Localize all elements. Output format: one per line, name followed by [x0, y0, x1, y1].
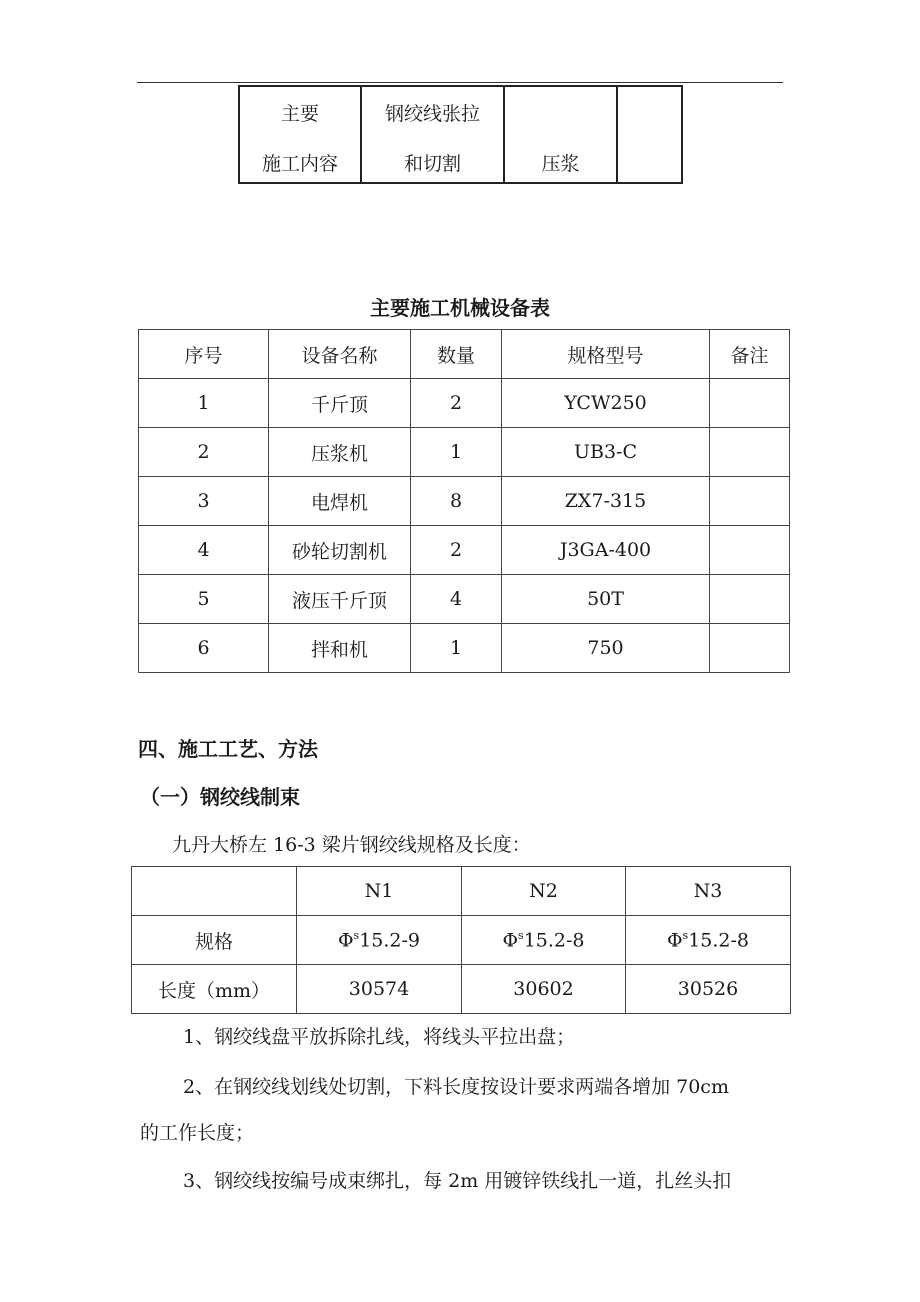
spec-value: 15.2-8	[523, 929, 585, 952]
table-cell: 5	[139, 575, 269, 624]
table-cell: 拌和机	[269, 624, 411, 673]
table-cell: YCW250	[502, 379, 710, 428]
row-label-cell: 规格	[132, 916, 297, 965]
cell-line: 主要	[280, 103, 319, 125]
cell-line: 压浆	[541, 153, 580, 175]
content-cell	[361, 86, 504, 183]
spec-cell	[297, 916, 462, 965]
table-cell: 4	[411, 575, 502, 624]
table-cell: J3GA-400	[502, 526, 710, 575]
table-row	[139, 428, 790, 477]
table-header-row	[132, 867, 791, 916]
table-cell: 750	[502, 624, 710, 673]
construction-content-table	[238, 85, 683, 184]
equipment-table	[138, 329, 790, 673]
cell-line: 施工内容	[261, 153, 338, 175]
header-cell: 数量	[411, 330, 502, 379]
header-cell: N1	[297, 867, 462, 916]
table-cell	[710, 624, 790, 673]
table-cell: 30574	[297, 965, 462, 1014]
table-cell: 2	[139, 428, 269, 477]
table-cell: 8	[411, 477, 502, 526]
subsection-heading: （一）钢绞线制束	[140, 785, 300, 809]
table-header-row	[139, 330, 790, 379]
table-cell: ZX7-315	[502, 477, 710, 526]
header-cell: 规格型号	[502, 330, 710, 379]
table-cell: 6	[139, 624, 269, 673]
table-cell: 1	[411, 624, 502, 673]
paragraph: 3、钢绞线按编号成束绑扎，每 2m 用镀锌铁线扎一道，扎丝头扣	[183, 1170, 732, 1192]
spec-value: 15.2-8	[688, 929, 750, 952]
table-cell: 30602	[462, 965, 626, 1014]
table-cell: 2	[411, 379, 502, 428]
paragraph: 1、钢绞线盘平放拆除扎线，将线头平拉出盘；	[183, 1026, 576, 1048]
spec-cell	[462, 916, 626, 965]
table-cell: 液压千斤顶	[269, 575, 411, 624]
table-row	[132, 916, 791, 965]
cell-line: 和切割	[403, 153, 461, 175]
phi-symbol: Φ	[502, 929, 519, 952]
table-row	[139, 575, 790, 624]
table-cell: 2	[411, 526, 502, 575]
cell-line: 钢绞线张拉	[384, 103, 480, 125]
table-cell: UB3-C	[502, 428, 710, 477]
row-label-cell: 长度（mm）	[132, 965, 297, 1014]
equipment-table-caption: 主要施工机械设备表	[370, 296, 550, 320]
header-cell: 设备名称	[269, 330, 411, 379]
table-cell: 1	[139, 379, 269, 428]
paragraph: 2、在钢绞线划线处切割，下料长度按设计要求两端各增加 70cm	[183, 1076, 729, 1098]
table-cell	[710, 379, 790, 428]
table-cell	[710, 477, 790, 526]
table-cell: 压浆机	[269, 428, 411, 477]
table-row	[132, 965, 791, 1014]
superscript: s	[682, 928, 689, 942]
strand-spec-table	[131, 866, 791, 1014]
header-cell: 备注	[710, 330, 790, 379]
table-cell: 1	[411, 428, 502, 477]
table-row	[139, 624, 790, 673]
table-cell: 3	[139, 477, 269, 526]
table-cell	[710, 526, 790, 575]
phi-symbol: Φ	[666, 929, 683, 952]
table-cell: 电焊机	[269, 477, 411, 526]
superscript: s	[353, 928, 360, 942]
content-cell	[617, 86, 682, 183]
table-cell: 千斤顶	[269, 379, 411, 428]
table-cell: 50T	[502, 575, 710, 624]
content-label-cell	[239, 86, 361, 183]
table-row	[139, 477, 790, 526]
header-cell: N3	[626, 867, 791, 916]
section-heading: 四、施工工艺、方法	[138, 737, 318, 761]
table-cell	[710, 428, 790, 477]
spec-value: 15.2-9	[359, 929, 421, 952]
phi-symbol: Φ	[337, 929, 354, 952]
header-cell: 序号	[139, 330, 269, 379]
header-rule	[137, 82, 783, 83]
table-row	[139, 379, 790, 428]
header-cell: N2	[462, 867, 626, 916]
table-row	[139, 526, 790, 575]
superscript: s	[518, 928, 524, 942]
spec-cell	[626, 916, 791, 965]
table-cell: 4	[139, 526, 269, 575]
header-cell	[132, 867, 297, 916]
intro-text: 九丹大桥左 16-3 梁片钢绞线规格及长度：	[172, 834, 531, 856]
table-cell	[710, 575, 790, 624]
table-cell: 砂轮切割机	[269, 526, 411, 575]
table-cell: 30526	[626, 965, 791, 1014]
paragraph-continuation: 的工作长度；	[140, 1122, 255, 1144]
content-cell	[504, 86, 617, 183]
